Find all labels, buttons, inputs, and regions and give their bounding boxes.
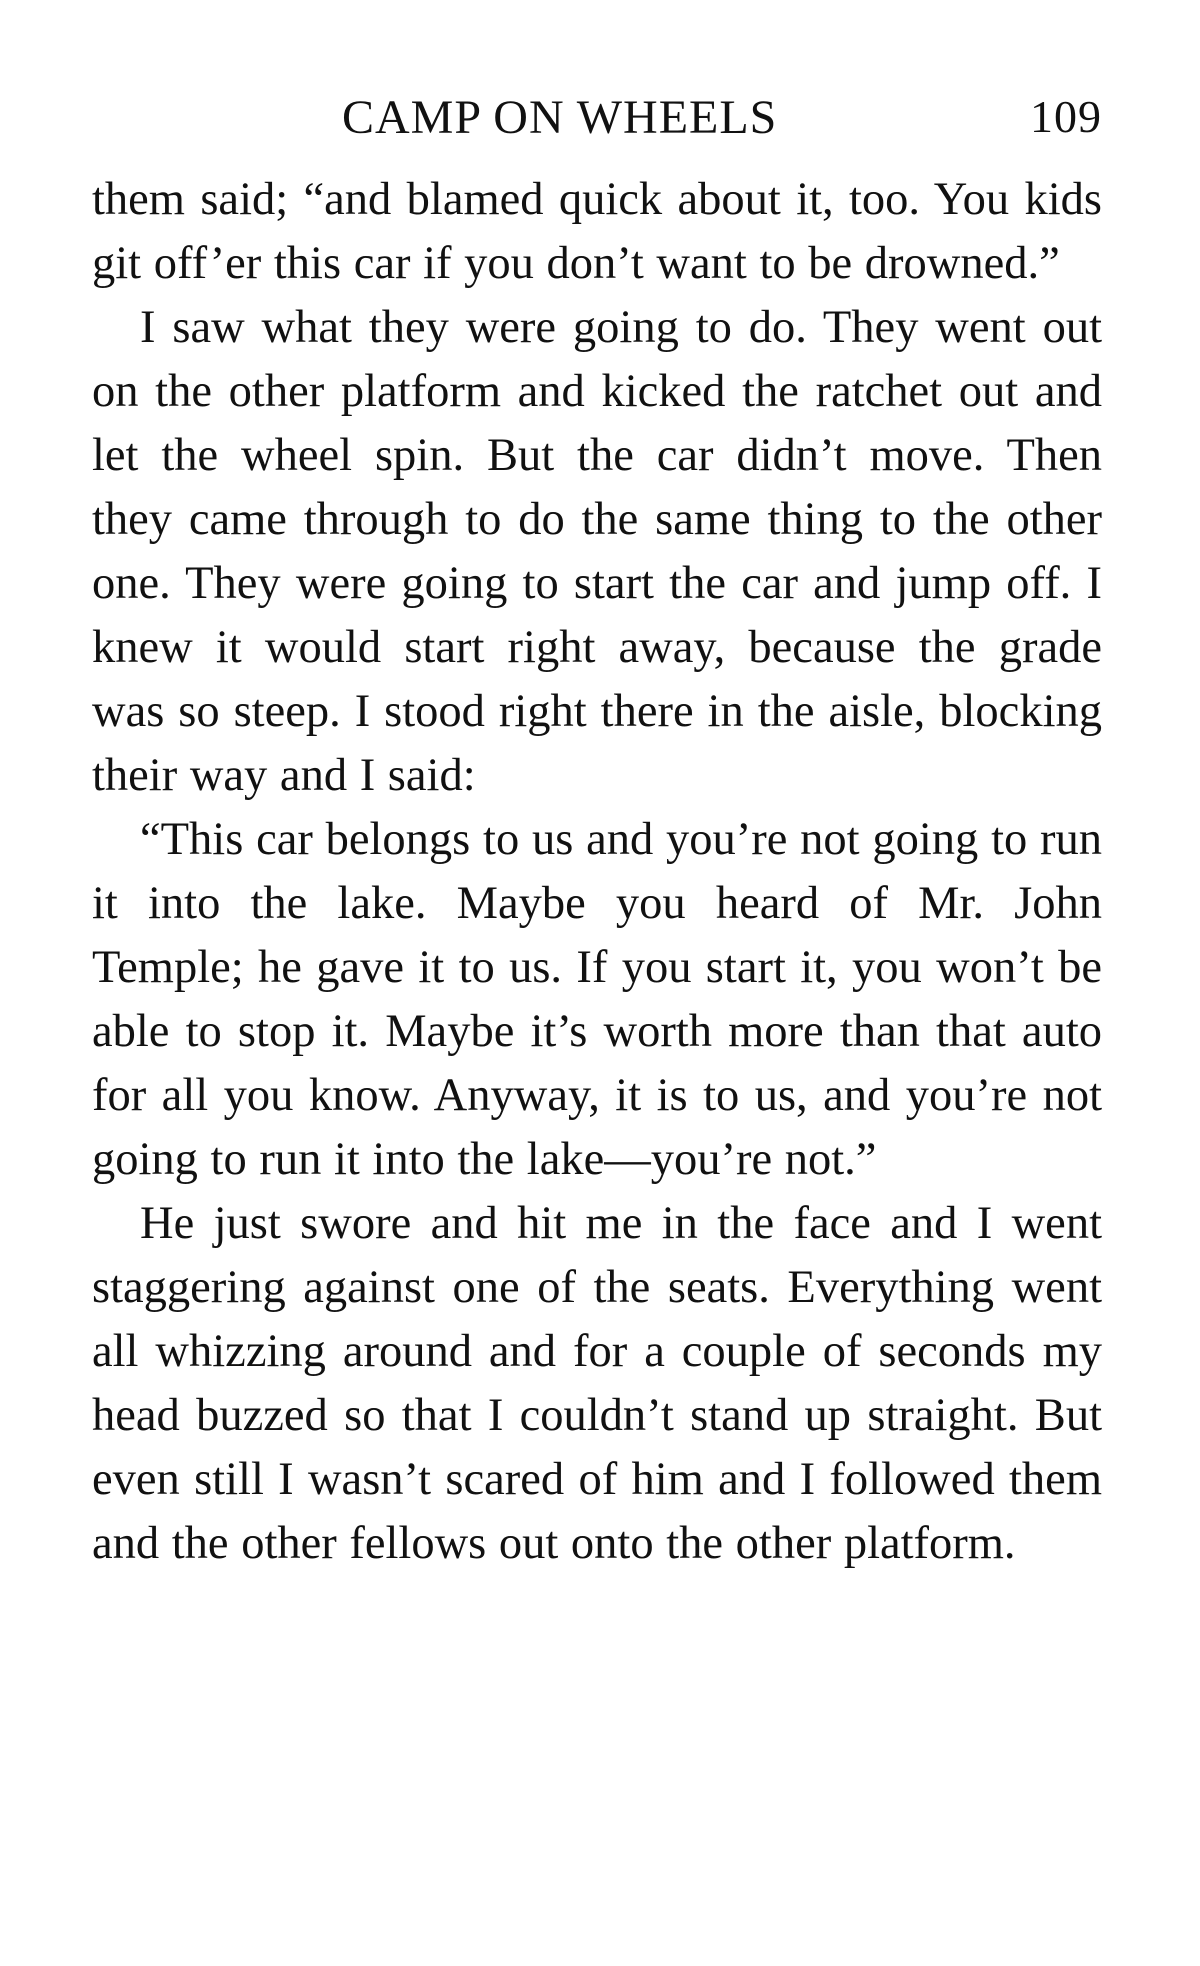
page-number: 109 xyxy=(1030,91,1102,142)
paragraph: I saw what they were going to do. They went out on the other platform and kicked the ratchet out and let the wheel spin. But the car didn’t move. Then they came through to do the same thing to the other one. They were going to start the car and jump off. I knew it would start right away, because the grade was so steep. I stood right there in the aisle, blocking their way and I said: xyxy=(92,302,1102,801)
book-page xyxy=(92,90,1102,1576)
running-head xyxy=(92,90,1102,154)
body-text xyxy=(92,168,1102,1576)
running-title: CAMP ON WHEELS xyxy=(342,91,778,144)
paragraph-continuation: them said; “and blamed quick about it, too. You kids git off’er this car if you don’t want to be drowned.” xyxy=(92,174,1102,289)
paragraph: “This car belongs to us and you’re not going to run it into the lake. Maybe you heard of Mr. John Temple; he gave it to us. If you start it, you won’t be able to stop it. Maybe it’s worth more than that auto for all you know. Anyway, it is to us, and you’re not going to run it into the lake—you’re not.” xyxy=(92,814,1102,1185)
paragraph: He just swore and hit me in the face and I went staggering against one of the seats. Everything went all whizzing around and for a couple of seconds my head buzzed so that I couldn’t stand up straight. But even still I wasn’t scared of him and I followed them and the other fellows out onto the other platform. xyxy=(92,1198,1102,1569)
